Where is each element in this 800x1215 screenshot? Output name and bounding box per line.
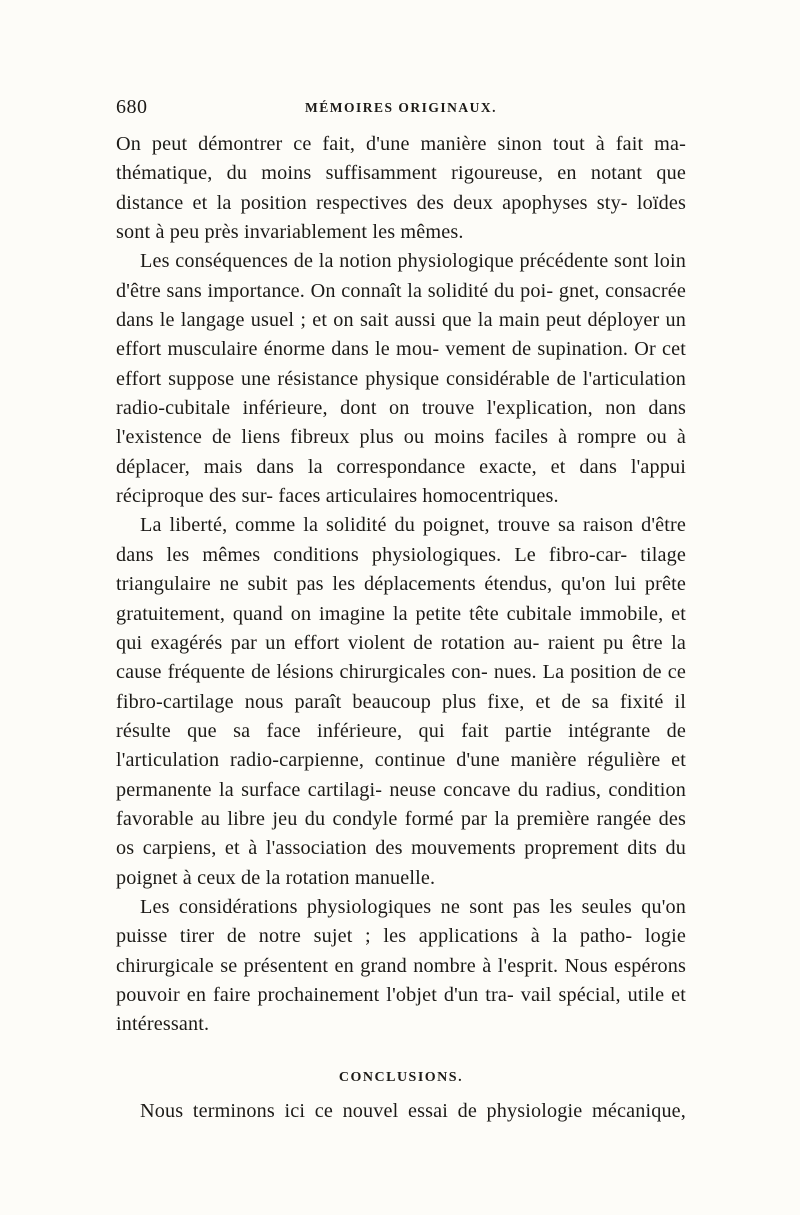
text-line: On peut démontrer ce fait, d'une manière sinon tout à fait ma- bbox=[116, 133, 686, 155]
text-line: faces articulaires homocentriques. bbox=[278, 485, 559, 508]
text-line: main peut déployer un effort musculaire énorme dans le mou- bbox=[116, 309, 686, 361]
text-line: ceux de la rotation manuelle. bbox=[197, 866, 436, 889]
paragraph-4 bbox=[116, 893, 686, 1040]
text-line: distance et la position respectives des deux apophyses sty- bbox=[116, 191, 628, 214]
text-line: physique considérable de l'articulation radio-cubitale inférieure, bbox=[116, 367, 686, 420]
running-head-title: MÉMOIRES ORIGINAUX. bbox=[304, 100, 497, 115]
paragraph-3 bbox=[116, 511, 686, 892]
text-line: logie chirurgicale se présentent en grand nombre à l'esprit. bbox=[116, 925, 686, 977]
paragraph-1 bbox=[116, 130, 686, 247]
text-line: neuse concave du radius, condition favorable au libre jeu du bbox=[116, 778, 687, 830]
text-line: l'association des mouvements proprement dits du poignet à bbox=[116, 837, 686, 889]
text-line: loïdes sont à peu près invariablement les mêmes. bbox=[116, 191, 686, 244]
text-line: Les considérations physiologiques ne sont pas les seules bbox=[140, 895, 632, 918]
text-line: vement de supination. Or cet effort suppose une résistance bbox=[116, 338, 686, 390]
body-text bbox=[116, 130, 686, 1126]
text-line: Nous espérons pouvoir en faire prochainement l'objet d'un tra- bbox=[116, 954, 686, 1006]
text-line: La liberté, comme la solidité du poignet, trouve sa raison bbox=[140, 514, 634, 537]
text-line: thématique, du moins suffisamment rigoureuse, en notant que bbox=[116, 162, 686, 185]
conclusions-heading: CONCLUSIONS. bbox=[338, 1069, 464, 1085]
text-line: fait partie intégrante de l'articulation radio-carpienne, continue bbox=[116, 719, 686, 772]
text-line: la correspondance exacte, et dans l'appui réciproque des sur- bbox=[116, 455, 686, 508]
text-line: condyle formé par la première rangée des os carpiens, et à bbox=[116, 807, 686, 860]
text-line: vail spécial, utile et intéressant. bbox=[116, 983, 686, 1036]
conclusions-first-line bbox=[116, 1097, 686, 1126]
text-line: immobile, et qui exagérés par un effort violent de rotation au- bbox=[116, 602, 686, 654]
text-line: gnet, consacrée dans le langage usuel ; et on sait aussi que la bbox=[116, 279, 686, 332]
running-head bbox=[116, 96, 686, 126]
text-line: sont loin d'être sans importance. On connaît la solidité du poi- bbox=[116, 250, 686, 302]
text-line: qu'on puisse tirer de notre sujet ; les applications à la patho- bbox=[116, 895, 686, 948]
text-line: plus fixe, et de sa fixité il résulte que sa face inférieure, qui bbox=[116, 690, 686, 742]
text-line: nues. La position de ce fibro-cartilage nous paraît beaucoup bbox=[116, 661, 686, 713]
text-line: lui prête gratuitement, quand on imagine la petite tête cubitale bbox=[116, 573, 686, 625]
text-line: tilage triangulaire ne subit pas les déplacements étendus, qu'on bbox=[116, 543, 686, 596]
text-line: d'être dans les mêmes conditions physiologiques. Le fibro-car- bbox=[116, 514, 687, 566]
text-line: dont on trouve l'explication, non dans l'existence de liens bbox=[116, 397, 687, 449]
text-line: fibreux plus ou moins faciles à rompre ou à déplacer, mais dans bbox=[116, 426, 686, 478]
text-line: Nous terminons ici ce nouvel essai de physiologie mécanique, bbox=[140, 1099, 686, 1122]
text-line: raient pu être la cause fréquente de lésions chirurgicales con- bbox=[116, 631, 686, 684]
text-line: Les conséquences de la notion physiologique précédente bbox=[140, 250, 609, 273]
paragraph-2 bbox=[116, 247, 686, 511]
page-number: 680 bbox=[116, 96, 148, 118]
text-line: d'une manière régulière et permanente la surface cartilagi- bbox=[116, 749, 687, 801]
